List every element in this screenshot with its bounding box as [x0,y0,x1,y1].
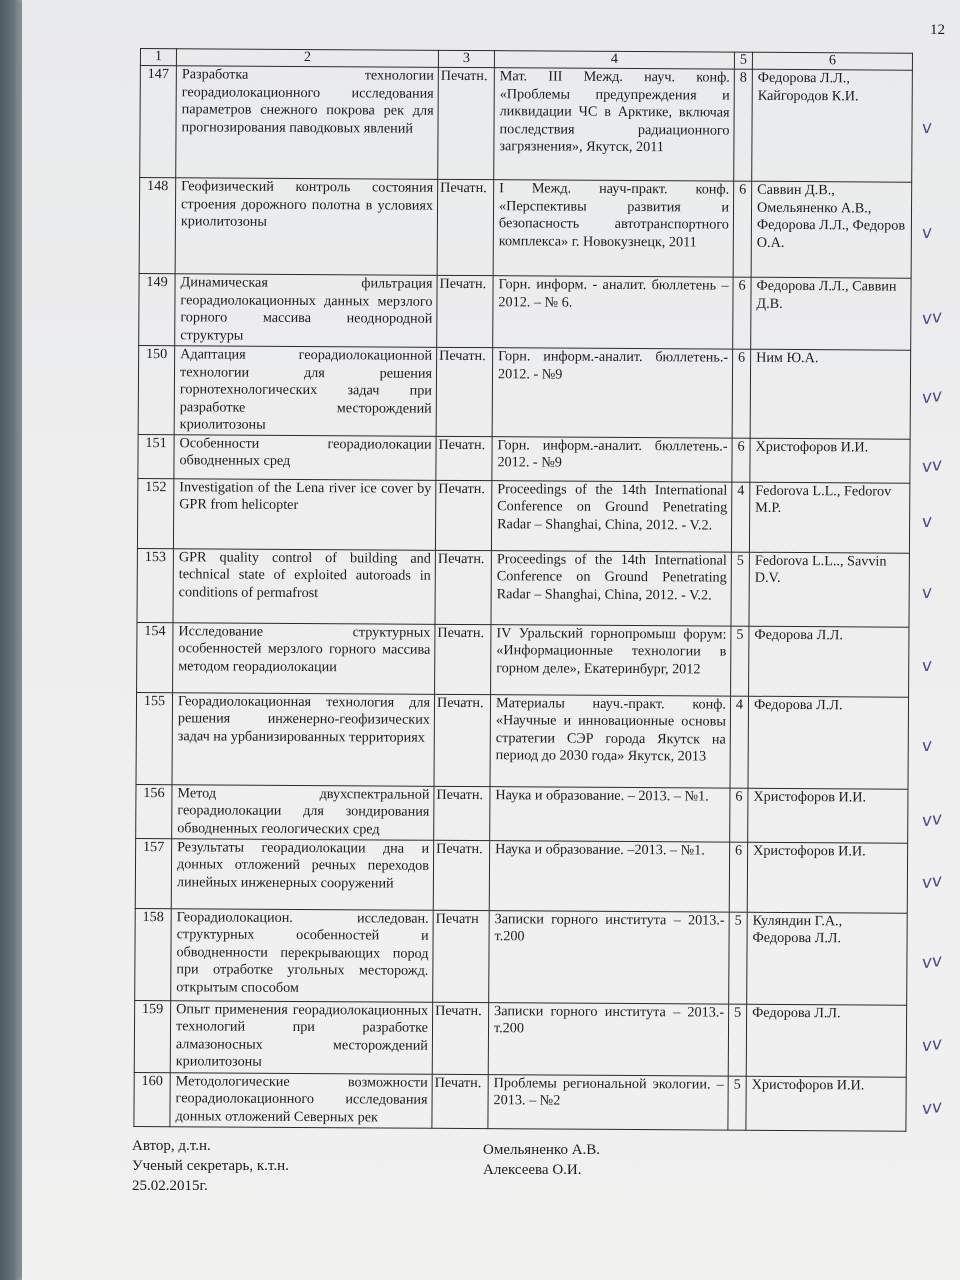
signature-roles [132,1136,289,1196]
pages-cell: 6 [733,181,752,277]
form-cell: Печатн. [437,179,494,275]
table-row [138,345,911,438]
row-number-cell: 154 [137,622,173,692]
table-row [134,1072,906,1131]
row-number-cell: 148 [139,178,176,274]
row-number-cell: 152 [137,478,173,548]
pages-cell: 6 [730,788,748,842]
form-cell: Печатн. [436,436,492,480]
authors-cell: Ним Ю.А. [750,349,911,438]
title-cell: Разработка технологии георадиолокационного исследования параметров снежного покрова рек для прогнозирования паводковых явлений [176,66,439,180]
source-cell: Proceedings of the 14th International Conference on Ground Penetrating Radar – Shanghai, China, 2012. - V.2. [491,550,731,625]
column-header: 3 [438,50,494,67]
pages-cell: 5 [729,912,748,1004]
check-mark-icon: v [920,511,934,533]
title-cell: Результаты георадиолокации дна и донных отложений речных переходов линейных инженерных сооружений [171,838,433,910]
source-cell: IV Уральский горнопромыш форум: «Информационные технологии в горном деле», Екатеринбург, 2012 [491,624,731,695]
title-cell: Георадиолокационная технология для решения инженерно-геофизических задач на урбанизированных территориях [172,692,435,786]
title-cell: GPR quality control of building and technical state of exploited autoroads in conditions of permafrost [173,548,435,624]
check-mark-icon: vv [920,385,944,409]
row-number-cell: 153 [137,548,173,622]
table-row [136,784,908,843]
form-cell: Печатн. [436,347,493,436]
table-row [139,178,912,279]
pages-cell: 6 [732,438,750,482]
check-mark-icon: vv [920,454,944,478]
form-cell: Печатн. [435,480,491,550]
pages-cell: 4 [730,696,749,788]
check-mark-icon: vv [920,1096,944,1120]
title-cell: Особенности георадиолокации обводненных сред [174,434,436,480]
authors-cell: Федорова Л.Л. [746,1004,906,1077]
column-header: 6 [752,52,912,70]
source-cell: Записки горного института – 2013.- т.200 [488,1002,728,1075]
signature-date: 25.02.2015г. [132,1178,208,1194]
table-body [134,66,912,1131]
source-cell: Материалы науч.-практ. конф. «Научные и инновационные основы стратегии СЭР города Якутск на период до 2030 года» Якутск, 2013 [490,694,731,787]
row-number-cell: 155 [136,692,173,784]
page-number: 12 [930,22,945,38]
authors-cell: Федорова Л.Л., Кайгородов К.И. [752,69,913,182]
source-cell: Записки горного института – 2013.- т.200 [489,910,730,1003]
authors-cell: Федорова Л.Л., Саввин Д.В. [751,277,911,350]
form-cell: Печатн. [433,840,489,910]
authors-cell: Куляндин Г.А., Федорова Л.Л. [747,912,908,1005]
authors-cell: Fedorova L.L., Fedorov M.P. [749,482,909,553]
check-mark-icon: v [920,582,934,604]
form-cell: Печатн. [438,67,495,179]
pages-cell: 8 [734,69,753,181]
source-cell: Наука и образование. –2013. – №1. [489,840,729,911]
table-row [137,548,909,627]
title-cell: Опыт применения георадиолокационных технологий при разработке алмазоносных месторождений криолитозоны [170,1000,432,1074]
authors-cell: Христофоров И.И. [746,1076,906,1131]
table-row [136,692,909,789]
row-number-cell: 149 [139,273,175,345]
authors-cell: Христофоров И.И. [748,788,908,843]
check-mark-icon: vv [920,1033,944,1057]
column-header: 2 [176,49,438,68]
row-number-cell: 157 [135,838,171,908]
row-number-cell: 147 [140,66,177,178]
check-mark-icon: vv [920,306,944,330]
table-row [137,622,909,697]
secretary-name: Алексеева О.И. [483,1162,582,1178]
table-row [137,478,909,553]
source-cell: Горн. информ.-аналит. бюллетень.- 2012. - №9 [492,348,733,438]
authors-cell: Федорова Л.Л. [749,626,909,697]
source-cell: Proceedings of the 14th International Conference on Ground Penetrating Radar – Shanghai, China, 2012. - V.2. [491,480,731,551]
pages-cell: 5 [728,1004,746,1076]
signature-names [483,1140,600,1180]
pages-cell: 4 [731,482,749,552]
pages-cell: 6 [733,277,751,349]
pages-cell: 5 [731,626,749,696]
column-header: 1 [140,49,176,66]
source-cell: Проблемы региональной экологии. –2013. – №2 [488,1074,728,1129]
check-mark-icon: vv [920,870,944,894]
row-number-cell: 151 [138,434,174,478]
authors-cell: Христофоров И.И. [750,438,910,483]
authors-cell: Fedorova L.L.., Savvin D.V. [749,552,909,627]
pages-cell: 5 [728,1076,746,1130]
table-row [135,838,907,913]
row-number-cell: 159 [134,1000,170,1072]
form-cell: Печатн. [432,1002,488,1074]
title-cell: Адаптация георадиолокационной технологии для решения горнотехнологических задач при разработке месторождений криолитозоны [174,346,437,436]
form-cell: Печатн. [434,786,490,840]
publications-table [133,48,913,1131]
column-header: 4 [494,51,734,69]
author-name: Омельяненко А.В. [483,1142,601,1158]
form-cell: Печатн. [432,1074,488,1128]
row-number-cell: 156 [136,784,172,838]
secretary-role: Ученый секретарь, к.т.н. [132,1158,289,1174]
column-header: 5 [734,52,752,69]
form-cell: Печатн. [435,624,491,694]
table-row [135,908,908,1005]
pages-cell: 6 [729,842,747,912]
form-cell: Печатн. [435,550,491,624]
form-cell: Печатн. [437,275,493,347]
row-number-cell: 160 [134,1072,170,1126]
authors-cell: Саввин Д.В., Омельяненко А.В., Федорова Л.Л., Федоров О.А. [751,181,912,278]
authors-cell: Федорова Л.Л. [748,696,909,789]
title-cell: Методологические возможности георадиолокационного исследования донных отложений Северных рек [170,1072,432,1128]
title-cell: Исследование структурных особенностей мерзлого горного массива методом георадиолокации [173,622,435,694]
table-row [140,66,913,183]
source-cell: I Межд. науч-практ. конф. «Перспективы развития и безопасность автотранспортного комплекса» г. Новокузнецк, 2011 [493,180,734,277]
authors-cell: Христофоров И.И. [747,842,907,913]
row-number-cell: 150 [138,345,175,434]
title-cell: Георадиолокацион. исследован. структурных особенностей и обводненности перекрывающих пород при отработке угольных месторожд. открытым способом [171,908,434,1002]
form-cell: Печатн. [434,694,491,786]
check-mark-icon: vv [920,808,944,832]
title-cell: Investigation of the Lena river ice cover by GPR from helicopter [173,478,435,550]
table-row [139,273,911,350]
check-mark-icon: v [920,222,934,244]
author-role: Автор, д.т.н. [132,1138,211,1154]
table-row [138,434,910,483]
pages-cell: 6 [732,349,751,438]
row-number-cell: 158 [135,908,172,1000]
check-mark-icon: v [920,117,934,139]
title-cell: Геофизический контроль состояния строения дорожного полотна в условиях криолитозоны [175,178,438,276]
table-row [134,1000,906,1077]
source-cell: Горн. информ.-аналит. бюллетень.- 2012. - №9 [492,436,732,481]
check-mark-icon: v [920,655,934,677]
check-mark-icon: v [920,735,934,757]
title-cell: Метод двухспектральной георадиолокации для зондирования обводненных геологических сред [172,784,434,840]
title-cell: Динамическая фильтрация георадиолокационных данных мерзлого горного массива неоднородной структуры [175,274,437,348]
check-mark-icon: vv [920,950,944,974]
source-cell: Горн. информ. - аналит. бюллетень – 2012. – № 6. [493,276,733,349]
form-cell: Печатн [433,910,490,1002]
pages-cell: 5 [731,552,749,626]
source-cell: Наука и образование. – 2013. – №1. [490,786,730,841]
source-cell: Мат. III Межд. науч. конф. «Проблемы предупреждения и ликвидации ЧС в Арктике, включая последствия радиационного загрязнения», Якутск, 2011 [494,68,735,181]
